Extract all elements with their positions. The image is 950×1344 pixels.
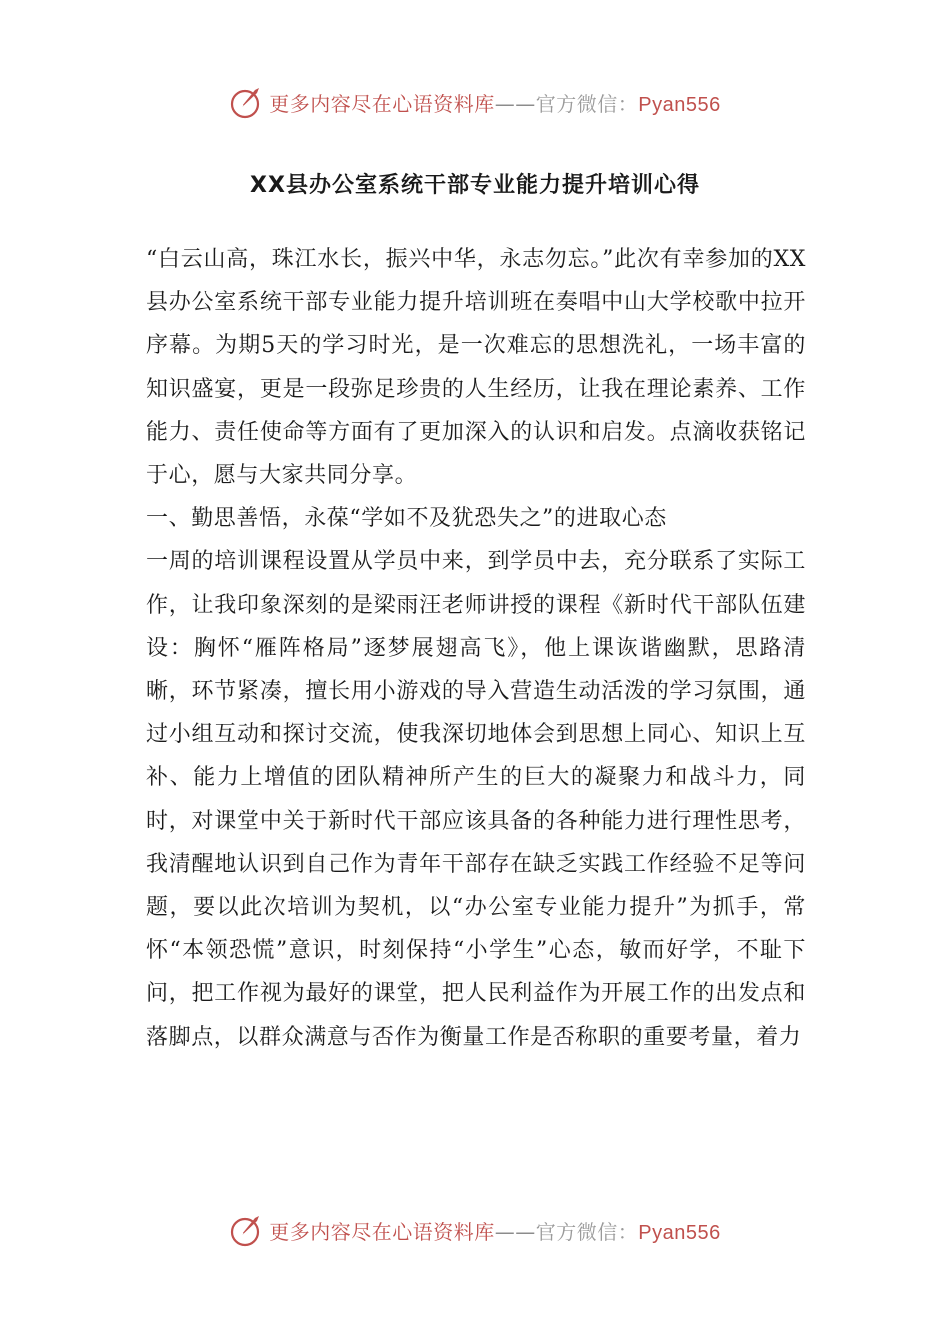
banner-library-text: 更多内容尽在心语资料库 bbox=[269, 91, 495, 116]
section-heading-1: 一、勤思善悟，永葆“学如不及犹恐失之”的进取心态 bbox=[146, 506, 667, 532]
banner-separator: —— bbox=[494, 1219, 536, 1244]
quill-logo-icon bbox=[229, 1212, 265, 1248]
banner-wechat-label: 官方微信： bbox=[535, 91, 639, 116]
header-watermark-banner bbox=[0, 82, 950, 122]
banner-wechat-id: Pyan556 bbox=[638, 93, 721, 116]
paragraph-section-1: 一周的培训课程设置从学员中来，到学员中去，充分联系了实际工作，让我印象深刻的是梁雨汪老师讲授的课程《新时代干部队伍建设：胸怀“雁阵格局”逐梦展翅高飞》，他上课诙谐幽默，思路清晰，环节紧凑，擅长用小游戏的导入营造生动活泼的学习氛围，通过小组互动和探讨交流，使我深切地体会到思想上同心、知识上互补、能力上增值的团队精神所产生的巨大的凝聚力和战斗力，同时，对课堂中关于新时代干部应该具备的各种能力进行理性思考，我清醒地认识到自己作为青年干部存在缺乏实践工作经验不足等问题，要以此次培训为契机，以“办公室专业能力提升”为抓手，常怀“本领恐慌”意识，时刻保持“小学生”心态，敏而好学，不耻下问，把工作视为最好的课堂，把人民利益作为开展工作的出发点和落脚点，以群众满意与否作为衡量工作是否称职的重要考量，着力 bbox=[146, 549, 806, 1050]
banner-library-text: 更多内容尽在心语资料库 bbox=[269, 1219, 495, 1244]
banner-wechat-id: Pyan556 bbox=[638, 1221, 721, 1244]
document-title: XX县办公室系统干部专业能力提升培训心得 bbox=[250, 173, 700, 198]
paragraph-intro: “白云山高，珠江水长，振兴中华，永志勿忘。”此次有幸参加的XX县办公室系统干部专业能力提升培训班在奏唱中山大学校歌中拉开序幕。为期5天的学习时光，是一次难忘的思想洗礼，一场丰富的知识盛宴，更是一段弥足珍贵的人生经历，让我在理论素养、工作能力、责任使命等方面有了更加深入的认识和启发。点滴收获铭记于心，愿与大家共同分享。 bbox=[146, 247, 806, 489]
document-body bbox=[146, 238, 806, 1059]
banner-text bbox=[269, 1216, 720, 1245]
banner-text bbox=[269, 88, 720, 117]
footer-watermark-banner bbox=[0, 1210, 950, 1250]
banner-separator: —— bbox=[494, 91, 536, 116]
quill-logo-icon bbox=[229, 84, 265, 120]
banner-wechat-label: 官方微信： bbox=[535, 1219, 639, 1244]
